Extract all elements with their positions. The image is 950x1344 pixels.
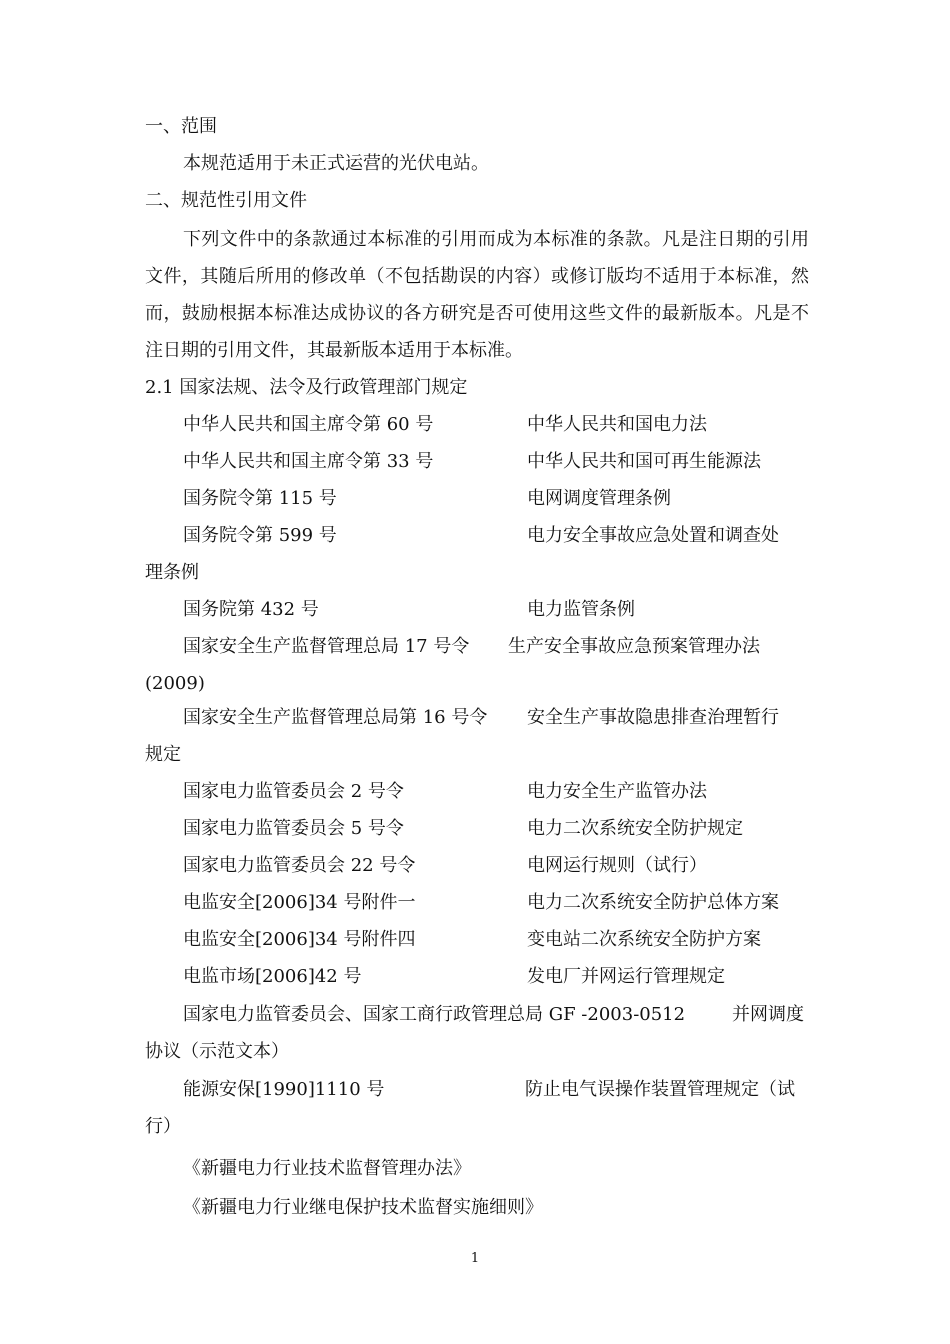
ref-title: 电力二次系统安全防护规定 [527, 818, 743, 839]
ref-title-continued: 行） [145, 1116, 181, 1137]
heading-2-1: 2.1 国家法规、法令及行政管理部门规定 [145, 377, 468, 398]
page-number: 1 [470, 1251, 480, 1266]
ref-title-continued: 规定 [145, 744, 181, 765]
ref-title: 电力安全事故应急处置和调查处 [527, 525, 779, 546]
ref-title: 变电站二次系统安全防护方案 [527, 929, 761, 950]
book-title: 《新疆电力行业技术监督管理办法》 [183, 1158, 471, 1179]
ref-title: 中华人民共和国电力法 [527, 414, 707, 435]
ref-title: 电力安全生产监管办法 [527, 781, 707, 802]
ref-code: 能源安保[1990]1110 号 [183, 1079, 385, 1100]
ref-title-continued: 协议（示范文本） [145, 1041, 289, 1062]
ref-title: 生产安全事故应急预案管理办法 [508, 636, 760, 657]
ref-code: 国家电力监管委员会 22 号令 [183, 855, 416, 876]
ref-code: 国家电力监管委员会、国家工商行政管理总局 GF -2003-0512 [183, 1004, 686, 1025]
book-title: 《新疆电力行业继电保护技术监督实施细则》 [183, 1197, 543, 1218]
ref-title: 发电厂并网运行管理规定 [527, 966, 725, 987]
ref-title: 电网调度管理条例 [527, 488, 671, 509]
ref-title: 并网调度 [732, 1004, 804, 1025]
heading-references: 二、规范性引用文件 [145, 190, 307, 211]
ref-title-continued: (2009) [145, 673, 205, 694]
ref-code: 国家电力监管委员会 2 号令 [183, 781, 404, 802]
heading-scope: 一、范围 [145, 116, 217, 137]
ref-title: 电力监管条例 [527, 599, 635, 620]
ref-code: 国家安全生产监督管理总局 17 号令 [183, 636, 470, 657]
ref-code: 国务院第 432 号 [183, 599, 319, 620]
ref-title: 电力二次系统安全防护总体方案 [527, 892, 779, 913]
ref-code: 中华人民共和国主席令第 60 号 [183, 414, 434, 435]
ref-code: 国家安全生产监督管理总局第 16 号令 [183, 707, 488, 728]
ref-title: 安全生产事故隐患排查治理暂行 [527, 707, 779, 728]
ref-code: 中华人民共和国主席令第 33 号 [183, 451, 434, 472]
ref-code: 电监市场[2006]42 号 [183, 966, 362, 987]
ref-code: 国家电力监管委员会 5 号令 [183, 818, 404, 839]
scope-text: 本规范适用于未正式运营的光伏电站。 [183, 153, 489, 174]
ref-title: 中华人民共和国可再生能源法 [527, 451, 761, 472]
ref-code: 国务院令第 599 号 [183, 525, 337, 546]
ref-code: 国务院令第 115 号 [183, 488, 337, 509]
ref-title: 电网运行规则（试行） [527, 855, 707, 876]
ref-code: 电监安全[2006]34 号附件一 [183, 892, 416, 913]
ref-title: 防止电气误操作装置管理规定（试 [525, 1079, 795, 1100]
ref-code: 电监安全[2006]34 号附件四 [183, 929, 416, 950]
ref-title-continued: 理条例 [145, 562, 199, 583]
intro-paragraph: 下列文件中的条款通过本标准的引用而成为本标准的条款。凡是注日期的引用文件，其随后所用的修改单（不包括勘误的内容）或修订版均不适用于本标准，然而，鼓励根据本标准达成协议的各方研究是否可使用这些文件的最新版本。凡是不注日期的引用文件，其最新版本适用于本标准。 [145, 229, 809, 361]
